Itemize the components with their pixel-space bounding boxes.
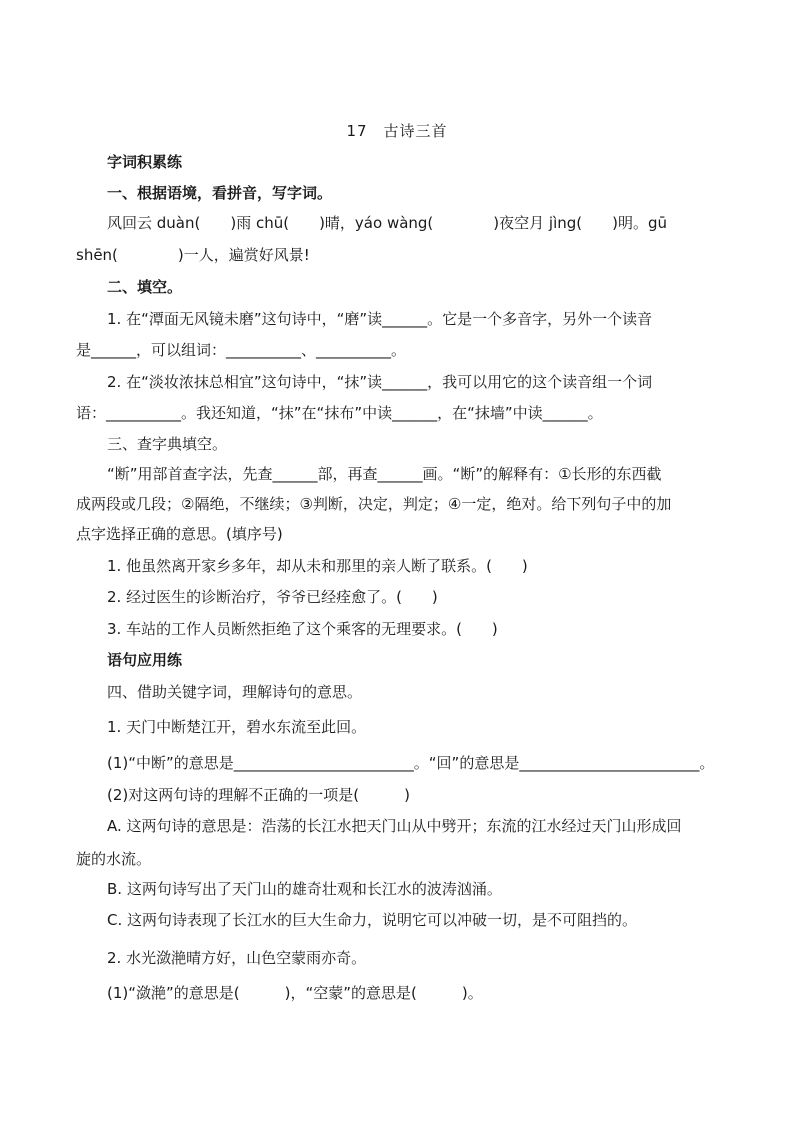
question-3-title: 三、查字典填空。 (107, 435, 228, 453)
question-4-option-c: C. 这两句诗表现了长江水的巨大生命力，说明它可以冲破一切，是不可阻挡的。 (107, 911, 638, 929)
question-2-1-line-1: 1. 在“潭面无风镜未磨”这句诗中，“磨”读______。它是一个多音字，另外一个读音 (107, 310, 653, 328)
section-heading-yu-ju: 语句应用练 (107, 651, 183, 669)
question-4-1-1: (1)“中断”的意思是________________________。“回”的意思是________________________。 (107, 754, 715, 772)
question-3-line-3: 点字选择正确的意思。(填序号) (76, 525, 283, 543)
question-4-option-a-line-1: A. 这两句诗的意思是：浩荡的长江水把天门山从中劈开；东流的江水经过天门山形成回 (107, 817, 682, 835)
question-4-2: 2. 水光潋滟晴方好，山色空蒙雨亦奇。 (107, 949, 367, 967)
question-3-item-2: 2. 经过医生的诊断治疗，爷爷已经痊愈了。( ) (107, 588, 438, 606)
question-1-title: 一、根据语境，看拼音，写字词。 (107, 184, 333, 202)
question-3-item-3: 3. 车站的工作人员断然拒绝了这个乘客的无理要求。( ) (107, 620, 498, 638)
question-4-2-1: (1)“潋滟”的意思是( )，“空蒙”的意思是( )。 (107, 984, 483, 1002)
question-4-title: 四、借助关键字词，理解诗句的意思。 (107, 683, 363, 701)
question-2-2-line-1: 2. 在“淡妆浓抹总相宜”这句诗中，“抹”读______，我可以用它的这个读音组一个词 (107, 373, 653, 391)
question-3-line-2: 成两段或几段；②隔绝，不继续；③判断，决定，判定；④一定，绝对。给下列句子中的加 (76, 495, 672, 513)
question-4-1-2: (2)对这两句诗的理解不正确的一项是( ) (107, 786, 410, 804)
question-4-1: 1. 天门中断楚江开，碧水东流至此回。 (107, 718, 367, 736)
question-4-option-a-line-2: 旋的水流。 (76, 850, 152, 868)
question-1-line-2: shēn( )一人，遍赏好风景! (76, 246, 310, 264)
section-heading-zi-ci: 字词积累练 (107, 153, 183, 171)
question-1-line-1: 风回云 duàn( )雨 chū( )晴，yáo wàng( )夜空月 jìng( )明。gū (107, 214, 668, 232)
page-title: 17 古诗三首 (346, 122, 448, 140)
question-3-item-1: 1. 他虽然离开家乡多年，却从未和那里的亲人断了联系。( ) (107, 557, 528, 575)
question-4-option-b: B. 这两句诗写出了天门山的雄奇壮观和长江水的波涛汹涌。 (107, 880, 502, 898)
question-2-2-line-2: 语：__________。我还知道，“抹”在“抹布”中读______，在“抹墙”中读______。 (76, 404, 603, 422)
question-2-1-line-2: 是______，可以组词：__________、__________。 (76, 341, 407, 359)
question-3-line-1: “断”用部首查字法，先查______部，再查______画。“断”的解释有：①长形的东西截 (107, 465, 662, 483)
question-2-title: 二、填空。 (107, 278, 183, 296)
